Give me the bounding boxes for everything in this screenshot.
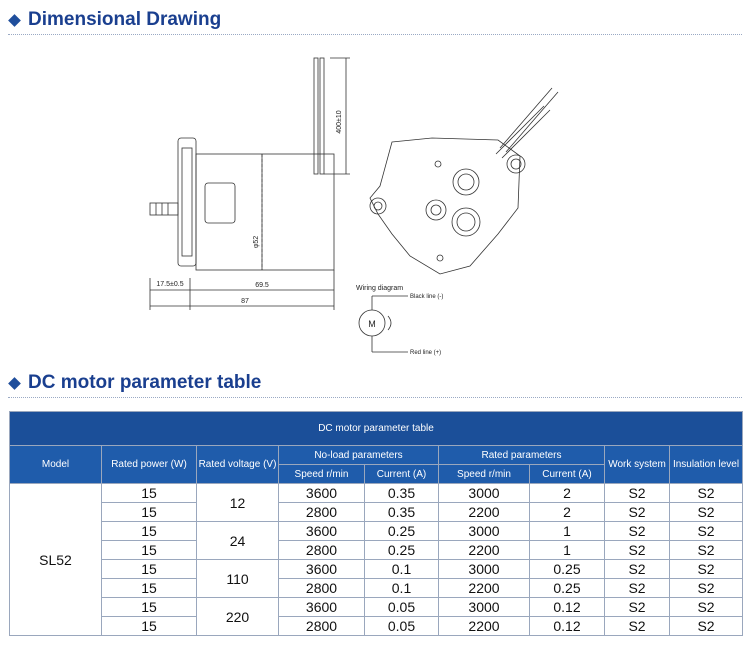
- power-cell: 15: [102, 503, 197, 522]
- rated-current-cell: 2: [530, 503, 605, 522]
- header-noload-current: Current (A): [365, 465, 439, 484]
- rated-speed-cell: 3000: [439, 522, 530, 541]
- power-cell: 15: [102, 541, 197, 560]
- insulation-cell: S2: [670, 484, 743, 503]
- diamond-bullet-icon: [8, 14, 21, 27]
- power-cell: 15: [102, 579, 197, 598]
- voltage-cell: 220: [197, 598, 279, 636]
- header-noload: No-load parameters: [279, 446, 439, 465]
- table-row: [10, 560, 743, 579]
- noload-current-cell: 0.25: [365, 541, 439, 560]
- black-line-label: Black line (-): [410, 294, 444, 300]
- divider: [8, 34, 742, 35]
- noload-speed-cell: 2800: [279, 617, 365, 636]
- rated-speed-cell: 2200: [439, 617, 530, 636]
- voltage-cell: 12: [197, 484, 279, 522]
- noload-current-cell: 0.25: [365, 522, 439, 541]
- insulation-cell: S2: [670, 541, 743, 560]
- table-row: [10, 541, 743, 560]
- header-rated: Rated parameters: [439, 446, 605, 465]
- header-work-system: Work system: [605, 446, 670, 484]
- rated-speed-cell: 2200: [439, 541, 530, 560]
- rated-current-cell: 0.25: [530, 579, 605, 598]
- header-rated-current: Current (A): [530, 465, 605, 484]
- section-title: Dimensional Drawing: [28, 9, 222, 30]
- noload-speed-cell: 2800: [279, 541, 365, 560]
- power-cell: 15: [102, 560, 197, 579]
- work-system-cell: S2: [605, 598, 670, 617]
- work-system-cell: S2: [605, 560, 670, 579]
- dim-lead-length: 400±10: [336, 110, 343, 134]
- noload-speed-cell: 3600: [279, 522, 365, 541]
- insulation-cell: S2: [670, 579, 743, 598]
- dim-diameter: φ52: [253, 235, 260, 249]
- motor-symbol: M: [368, 319, 376, 329]
- rated-current-cell: 0.25: [530, 560, 605, 579]
- rated-speed-cell: 2200: [439, 579, 530, 598]
- insulation-cell: S2: [670, 617, 743, 636]
- work-system-cell: S2: [605, 484, 670, 503]
- dim-total: 87: [241, 298, 249, 305]
- work-system-cell: S2: [605, 503, 670, 522]
- header-model: Model: [10, 446, 102, 484]
- header-insulation: Insulation level: [670, 446, 743, 484]
- work-system-cell: S2: [605, 617, 670, 636]
- noload-speed-cell: 2800: [279, 503, 365, 522]
- voltage-cell: 110: [197, 560, 279, 598]
- noload-current-cell: 0.05: [365, 598, 439, 617]
- red-line-label: Red line (+): [410, 350, 442, 356]
- rated-speed-cell: 2200: [439, 503, 530, 522]
- header-noload-speed: Speed r/min: [279, 465, 365, 484]
- rated-current-cell: 1: [530, 522, 605, 541]
- work-system-cell: S2: [605, 541, 670, 560]
- rated-speed-cell: 3000: [439, 484, 530, 503]
- rated-current-cell: 0.12: [530, 598, 605, 617]
- insulation-cell: S2: [670, 560, 743, 579]
- section-title: DC motor parameter table: [28, 372, 262, 393]
- side-view: [150, 58, 350, 310]
- header-rated-speed: Speed r/min: [439, 465, 530, 484]
- rated-current-cell: 0.12: [530, 617, 605, 636]
- divider: [8, 397, 742, 398]
- insulation-cell: S2: [670, 503, 743, 522]
- dimensional-drawing: [0, 38, 750, 368]
- table-row: [10, 598, 743, 617]
- rated-speed-cell: 3000: [439, 560, 530, 579]
- front-view: [370, 88, 558, 274]
- diamond-bullet-icon: [8, 377, 21, 390]
- model-cell: SL52: [10, 484, 102, 636]
- insulation-cell: S2: [670, 522, 743, 541]
- noload-speed-cell: 3600: [279, 560, 365, 579]
- power-cell: 15: [102, 598, 197, 617]
- table-row: [10, 484, 743, 503]
- wiring-diagram: [359, 296, 408, 352]
- work-system-cell: S2: [605, 522, 670, 541]
- table-caption: DC motor parameter table: [10, 412, 743, 446]
- header-rated-voltage: Rated voltage (V): [197, 446, 279, 484]
- header-rated-power: Rated power (W): [102, 446, 197, 484]
- table-row: [10, 522, 743, 541]
- rated-current-cell: 2: [530, 484, 605, 503]
- insulation-cell: S2: [670, 598, 743, 617]
- noload-current-cell: 0.1: [365, 579, 439, 598]
- rated-speed-cell: 3000: [439, 598, 530, 617]
- voltage-cell: 24: [197, 522, 279, 560]
- table-row: [10, 579, 743, 598]
- table-row: [10, 617, 743, 636]
- noload-speed-cell: 3600: [279, 484, 365, 503]
- noload-speed-cell: 3600: [279, 598, 365, 617]
- drawing-canvas: [0, 38, 750, 368]
- section-header-table: [0, 369, 750, 399]
- rated-current-cell: 1: [530, 541, 605, 560]
- parameter-table: [9, 411, 743, 636]
- table-row: [10, 503, 743, 522]
- power-cell: 15: [102, 484, 197, 503]
- work-system-cell: S2: [605, 579, 670, 598]
- noload-current-cell: 0.35: [365, 503, 439, 522]
- power-cell: 15: [102, 617, 197, 636]
- dim-shaft: 17.5±0.5: [156, 281, 184, 288]
- noload-current-cell: 0.35: [365, 484, 439, 503]
- section-header-drawing: [0, 6, 750, 36]
- noload-current-cell: 0.05: [365, 617, 439, 636]
- wiring-title: Wiring diagram: [356, 285, 404, 292]
- dim-body: 69.5: [255, 282, 269, 289]
- power-cell: 15: [102, 522, 197, 541]
- noload-current-cell: 0.1: [365, 560, 439, 579]
- noload-speed-cell: 2800: [279, 579, 365, 598]
